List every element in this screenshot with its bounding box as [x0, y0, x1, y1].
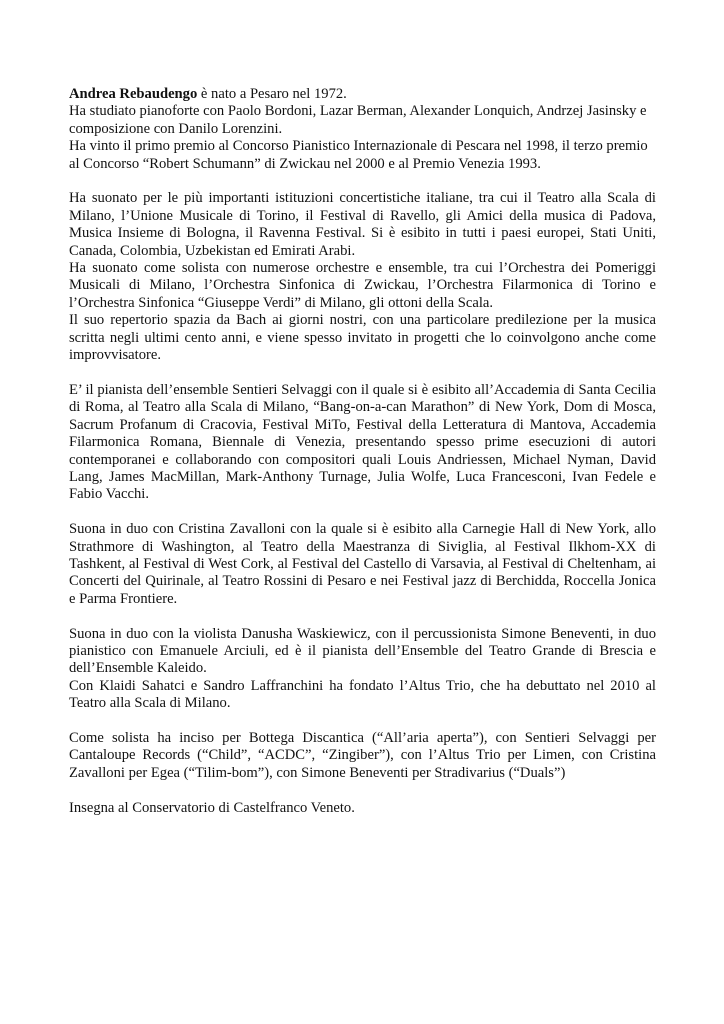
duo-zavalloni-paragraph	[69, 521, 656, 608]
ensemble-paragraph	[69, 382, 656, 504]
soloist-text: Ha suonato come solista con numerose orchestre e ensemble, tra cui l’Orchestra dei Pomeriggi Musicali di Milano, l’Orchestra Sinfonica di Zwickau, l’Orchestra Filarmonica di Torino e l’Orchestra Sinfonica “Giuseppe Verdi” di Milano, gli ottoni della Scala.	[69, 260, 656, 311]
intro-line	[69, 86, 656, 103]
career-paragraph	[69, 190, 656, 364]
duo-zavalloni-text: Suona in duo con Cristina Zavalloni con la quale si è esibito alla Carnegie Hall di New York, allo Strathmore di Washington, al Teatro della Maestranza di Siviglia, al Festival Ilkhom-XX di Tashkent, al Festival di West Cork, al Festival del Castello di Varsavia, al Festival di Cheltenham, ai Concerti del Quirinale, al Teatro Rossini di Pesaro e nei Festival jazz di Berchidda, Roccella Jonica e Parma Frontiere.	[69, 521, 656, 607]
institutions-text: Ha suonato per le più importanti istituzioni concertistiche italiane, tra cui il Teatro alla Scala di Milano, l’Unione Musicale di Torino, il Festival di Ravello, gli Amici della musica di Padova, Musica Insieme di Bologna, il Ravenna Festival. Si è esibito in tutti i paesi europei, Stati Uniti, Canada, Colombia, Uzbekistan ed Emirati Arabi.	[69, 190, 656, 259]
prizes-text: Ha vinto il primo premio al Concorso Pianistico Internazionale di Pescara nel 1998, il terzo premio al Concorso “Robert Schumann” di Zwickau nel 2000 e al Premio Venezia 1993.	[69, 138, 648, 172]
duos-text: Suona in duo con la violista Danusha Waskiewicz, con il percussionista Simone Beneventi, in duo pianistico con Emanuele Arciuli, ed è il pianista dell’Ensemble del Teatro Grande di Brescia e dell’Ensemble Kaleido.	[69, 625, 656, 677]
trio-text: Con Klaidi Sahatci e Sandro Laffranchini ha fondato l’Altus Trio, che ha debuttato nel 2010 al Teatro alla Scala di Milano.	[69, 677, 656, 712]
teaching-paragraph	[69, 800, 656, 817]
intro-paragraph	[69, 86, 656, 173]
artist-name: Andrea Rebaudengo	[69, 86, 198, 102]
studies-text: Ha studiato pianoforte con Paolo Bordoni, Lazar Berman, Alexander Lonquich, Andrzej Jasinsky e composizione con Danilo Lorenzini.	[69, 103, 647, 137]
ensemble-text: E’ il pianista dell’ensemble Sentieri Selvaggi con il quale si è esibito all’Accademia di Santa Cecilia di Roma, al Teatro alla Scala di Milano, “Bang-on-a-can Marathon” di New York, Dom di Mosca, Sacrum Profanum di Cracovia, Festival MiTo, Festival della Letteratura di Mantova, Accademia Filarmonica Romana, Biennale di Venezia, presentando spesso prime esecuzioni di autori contemporanei e collaborando con compositori quali Louis Andriessen, Michael Nyman, David Lang, James MacMillan, Mark-Anthony Turnage, Julia Wolfe, Luca Francesconi, Ivan Fedele e Fabio Vacchi.	[69, 381, 656, 503]
biography-document	[69, 86, 656, 834]
recordings-text: Come solista ha inciso per Bottega Discantica (“All’aria aperta”), con Sentieri Selvaggi per Cantaloupe Records (“Child”, “ACDC”, “Zingiber”), con l’Altus Trio per Limen, con Cristina Zavalloni per Egea (“Tilim-bom”), con Simone Beneventi per Stradivarius (“Duals”)	[69, 729, 656, 781]
repertoire-text: Il suo repertorio spazia da Bach ai giorni nostri, con una particolare predilezione per la musica scritta negli ultimi cento anni, e viene spesso invitato in progetti che lo coinvolgono anche come improvvisatore.	[69, 312, 656, 364]
teaching-text: Insegna al Conservatorio di Castelfranco Veneto.	[69, 799, 355, 816]
chamber-paragraph	[69, 626, 656, 713]
recordings-paragraph	[69, 730, 656, 782]
birth-text: è nato a Pesaro nel 1972.	[197, 86, 347, 102]
